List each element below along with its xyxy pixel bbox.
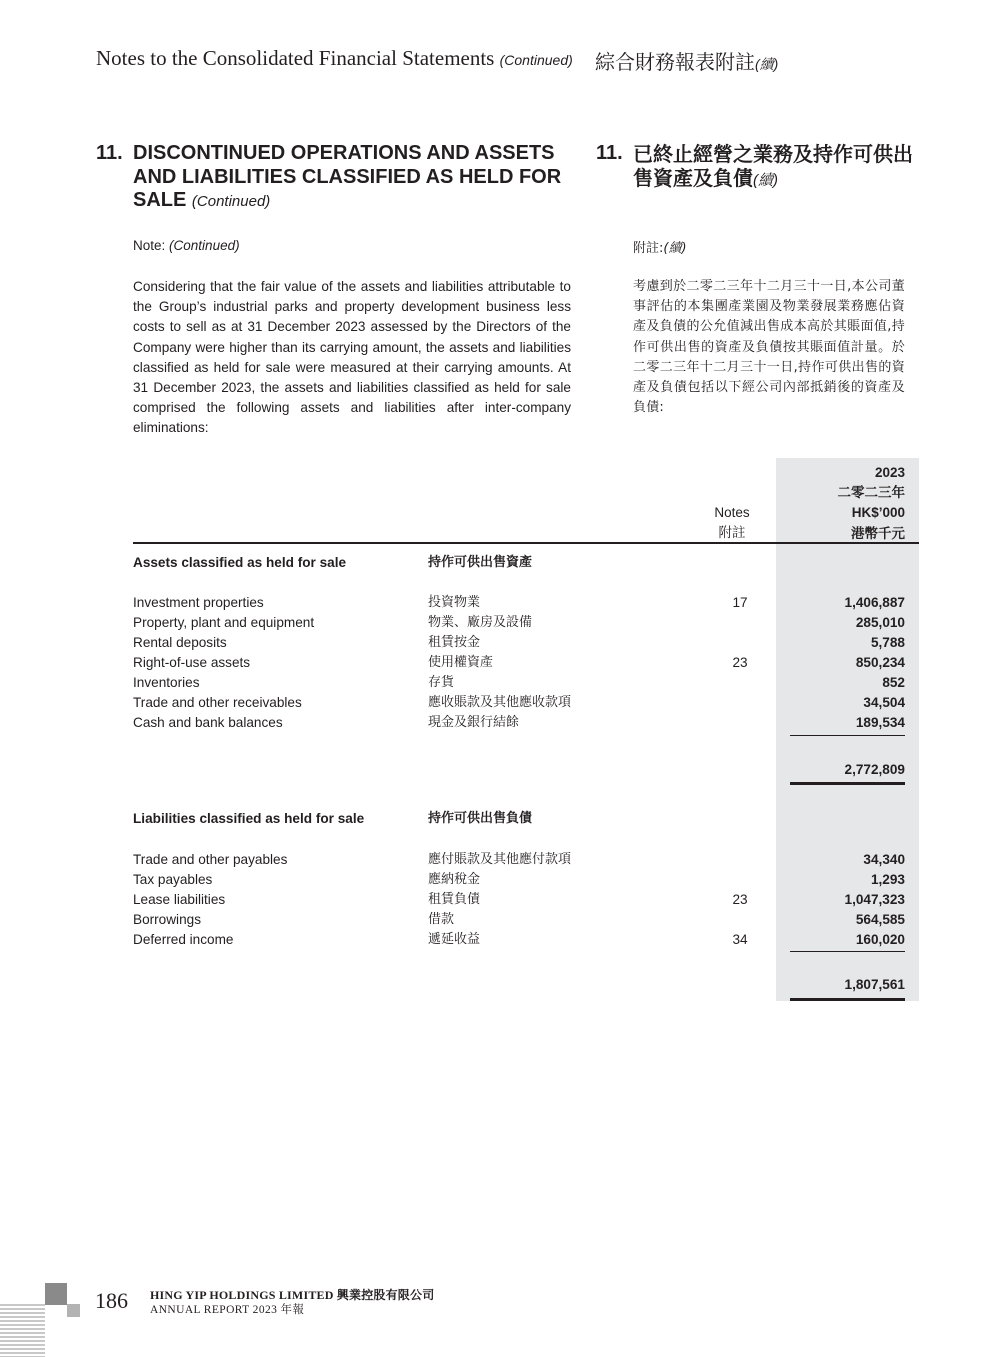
row-label-zh: 投資物業 — [428, 595, 481, 610]
assets-heading-en: Assets classified as held for sale — [133, 555, 347, 570]
footer-square-decoration — [45, 1283, 67, 1305]
note-continued-en: (Continued) — [169, 238, 240, 253]
row-label-en: Borrowings — [133, 912, 201, 927]
note-label-text-en: Note: — [133, 238, 166, 253]
footer-stripes-decoration — [0, 1304, 45, 1357]
assets-total-rule — [790, 782, 905, 785]
row-amount: 564,585 — [855, 912, 905, 927]
row-label-zh: 借款 — [428, 912, 455, 927]
notes-label: Notes — [714, 505, 750, 520]
column-year-zh: 二零二三年 — [837, 485, 905, 501]
row-amount: 34,340 — [863, 852, 905, 867]
column-year: 2023 — [874, 465, 905, 480]
row-label-zh: 應納稅金 — [428, 872, 481, 887]
row-label-zh: 使用權資產 — [428, 655, 494, 670]
amount-column-header — [790, 463, 905, 544]
liabilities-total-amount: 1,807,561 — [844, 977, 905, 992]
row-label-zh: 現金及銀行結餘 — [428, 715, 520, 730]
row-label-en: Trade and other receivables — [133, 695, 302, 710]
row-amount: 852 — [882, 675, 905, 690]
row-label-en: Tax payables — [133, 872, 213, 887]
footer-small-square-decoration — [67, 1304, 80, 1317]
row-amount: 189,534 — [855, 715, 905, 730]
running-header-title-en: Notes to the Consolidated Financial Statements — [96, 46, 495, 70]
row-label-en: Cash and bank balances — [133, 715, 283, 730]
row-label-zh: 存貨 — [428, 675, 455, 690]
row-note: 17 — [732, 595, 748, 610]
section-title-zh: 已終止經營之業務及持作可供出售資產及負債 — [633, 142, 913, 190]
column-unit: HK$’000 — [851, 505, 905, 521]
table-row — [0, 633, 1000, 653]
running-header-continued-en: (Continued) — [499, 52, 573, 68]
liabilities-heading-en: Liabilities classified as held for sale — [133, 811, 365, 826]
section-number-en: 11. — [96, 142, 123, 164]
page-number: 186 — [95, 1288, 128, 1313]
row-amount: 1,047,323 — [844, 892, 905, 907]
note-label-en — [133, 238, 240, 253]
section-number-zh: 11. — [596, 142, 623, 164]
row-amount: 1,406,887 — [844, 595, 905, 610]
row-label-zh: 物業、廠房及設備 — [428, 615, 533, 630]
paragraph-en: Considering that the fair value of the assets and liabilities attributable to the Group’s industrial parks and property development business less costs to sell as at 31 December 2023 assessed by the Directors of the Company were higher than its carrying amount, the assets and liabilities classified as held for sale were measured at their carrying amounts. At 31 December 2023, the assets and liabilities classified as held for sale comprised the following assets and liabilities after inter-company eliminations: — [133, 279, 571, 436]
row-label-en: Trade and other payables — [133, 852, 288, 867]
row-label-zh: 遞延收益 — [428, 932, 481, 947]
row-label-zh: 租賃負債 — [428, 892, 481, 907]
row-amount: 850,234 — [855, 655, 905, 670]
row-label-en: Property, plant and equipment — [133, 615, 315, 630]
table-row — [0, 613, 1000, 633]
note-continued-zh: (續) — [663, 241, 687, 256]
section-continued-zh: (續) — [753, 172, 778, 189]
section-continued-en: (Continued) — [191, 193, 271, 210]
assets-heading-row — [0, 553, 1000, 573]
section-heading-en — [133, 142, 573, 214]
row-note: 23 — [732, 655, 748, 670]
row-amount: 1,293 — [870, 872, 905, 887]
section-heading-zh — [633, 142, 913, 193]
row-label-en: Right-of-use assets — [133, 655, 251, 670]
row-amount: 5,788 — [870, 635, 905, 650]
notes-column-header — [706, 503, 758, 543]
table-row — [0, 653, 1000, 673]
running-header-zh — [595, 46, 778, 75]
note-label-text-zh: 附註: — [633, 241, 664, 256]
table-row — [0, 713, 1000, 733]
row-label-zh: 租賃按金 — [428, 635, 481, 650]
row-amount: 34,504 — [863, 695, 905, 710]
assets-subtotal-rule — [790, 735, 905, 736]
assets-total-row — [0, 760, 1000, 780]
running-header-title-zh: 綜合財務報表附註 — [595, 50, 755, 74]
row-label-en: Lease liabilities — [133, 892, 226, 907]
liabilities-heading-row — [0, 809, 1000, 829]
liabilities-total-row — [0, 975, 1000, 995]
assets-heading-zh: 持作可供出售資產 — [428, 555, 533, 570]
note-label-zh — [633, 237, 687, 256]
table-header-rule — [133, 542, 919, 544]
table-row — [0, 850, 1000, 870]
row-note: 34 — [732, 932, 748, 947]
section-title-en: DISCONTINUED OPERATIONS AND ASSETS AND LIABILITIES CLASSIFIED AS HELD FOR SALE — [133, 142, 562, 211]
running-header-continued-zh: (續) — [755, 56, 779, 72]
footer-company-name: HING YIP HOLDINGS LIMITED 興業控股有限公司 — [150, 1288, 435, 1302]
column-unit-zh: 港幣千元 — [851, 525, 905, 541]
liabilities-total-rule — [790, 998, 905, 1001]
table-row — [0, 890, 1000, 910]
row-amount: 160,020 — [855, 932, 905, 947]
table-row — [0, 870, 1000, 890]
notes-label-zh: 附註 — [718, 525, 746, 541]
row-label-en: Rental deposits — [133, 635, 227, 650]
table-row — [0, 910, 1000, 930]
table-row — [0, 930, 1000, 950]
row-label-zh: 應付賬款及其他應付款項 — [428, 852, 572, 867]
liabilities-subtotal-rule — [790, 951, 905, 952]
running-header-en — [96, 46, 573, 71]
assets-total-amount: 2,772,809 — [844, 762, 905, 777]
row-label-en: Inventories — [133, 675, 200, 690]
row-label-en: Investment properties — [133, 595, 264, 610]
row-label-zh: 應收賬款及其他應收款項 — [428, 695, 572, 710]
table-row — [0, 593, 1000, 613]
footer-report-title: ANNUAL REPORT 2023 年報 — [150, 1304, 305, 1316]
row-note: 23 — [732, 892, 748, 907]
row-amount: 285,010 — [855, 615, 905, 630]
table-row — [0, 673, 1000, 693]
liabilities-heading-zh: 持作可供出售負債 — [428, 811, 533, 826]
row-label-en: Deferred income — [133, 932, 234, 947]
paragraph-zh: 考慮到於二零二三年十二月三十一日,本公司董事評估的本集團產業園及物業發展業務應佔資產及負債的公允值減出售成本高於其賬面值,持作可供出售的資產及負債按其賬面值計量。於二零二三年十二月三十一日,持作可供出售的資產及負債包括以下經公司內部抵銷後的資產及負債: — [633, 279, 905, 416]
table-row — [0, 693, 1000, 713]
